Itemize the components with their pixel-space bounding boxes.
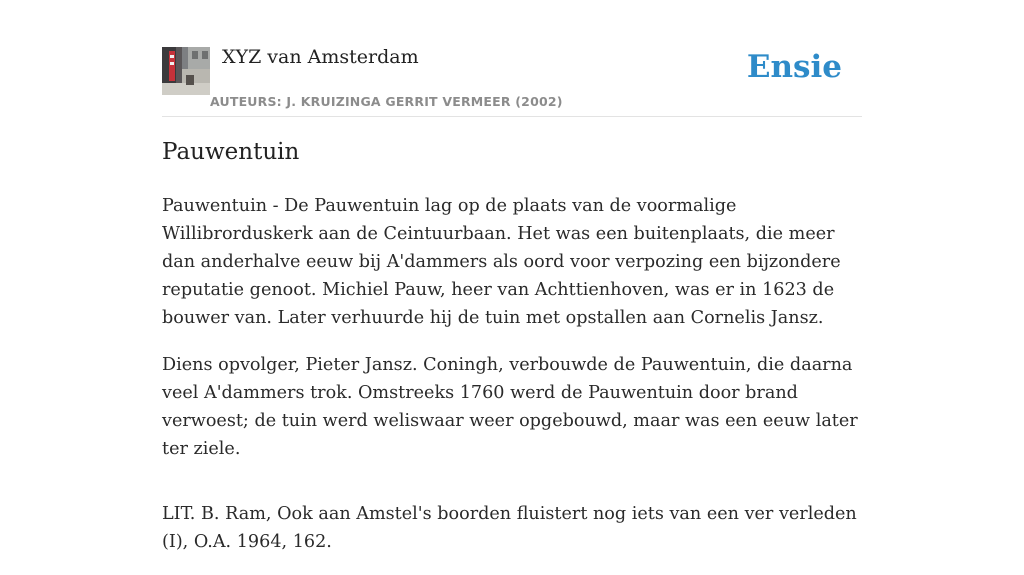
ensie-logo-link[interactable]: Ensie <box>746 49 842 85</box>
entry-body <box>162 192 862 575</box>
book-authors: AUTEURS: J. KRUIZINGA GERRIT VERMEER (2002) <box>210 94 563 109</box>
entry-paragraph: Pauwentuin - De Pauwentuin lag op de plaats van de voormalige Willibrorduskerk aan de Ceintuurbaan. Het was een buitenplaats, die meer dan anderhalve eeuw bij A'dammers als oord voor verpozing een bijzondere reputatie genoot. Michiel Pauw, heer van Achttienhoven, was er in 1623 de bouwer van. Later verhuurde hij de tuin met opstallen aan Cornelis Jansz. <box>162 196 841 328</box>
entry-literature: LIT. B. Ram, Ook aan Amstel's boorden fluistert nog iets van een ver verleden (I), O.A. 1964, 162. <box>162 504 857 552</box>
book-cover-avatar[interactable] <box>162 47 210 95</box>
book-title[interactable]: XYZ van Amsterdam <box>222 46 419 68</box>
entry-title: Pauwentuin <box>162 139 300 165</box>
book-header <box>162 44 862 117</box>
street-photo-image <box>162 47 210 95</box>
entry-paragraph: Diens opvolger, Pieter Jansz. Coningh, verbouwde de Pauwentuin, die daarna veel A'dammers trok. Omstreeks 1760 werd de Pauwentuin door brand verwoest; de tuin werd weliswaar weer opgebouwd, maar was een eeuw later ter ziele. <box>162 355 858 459</box>
